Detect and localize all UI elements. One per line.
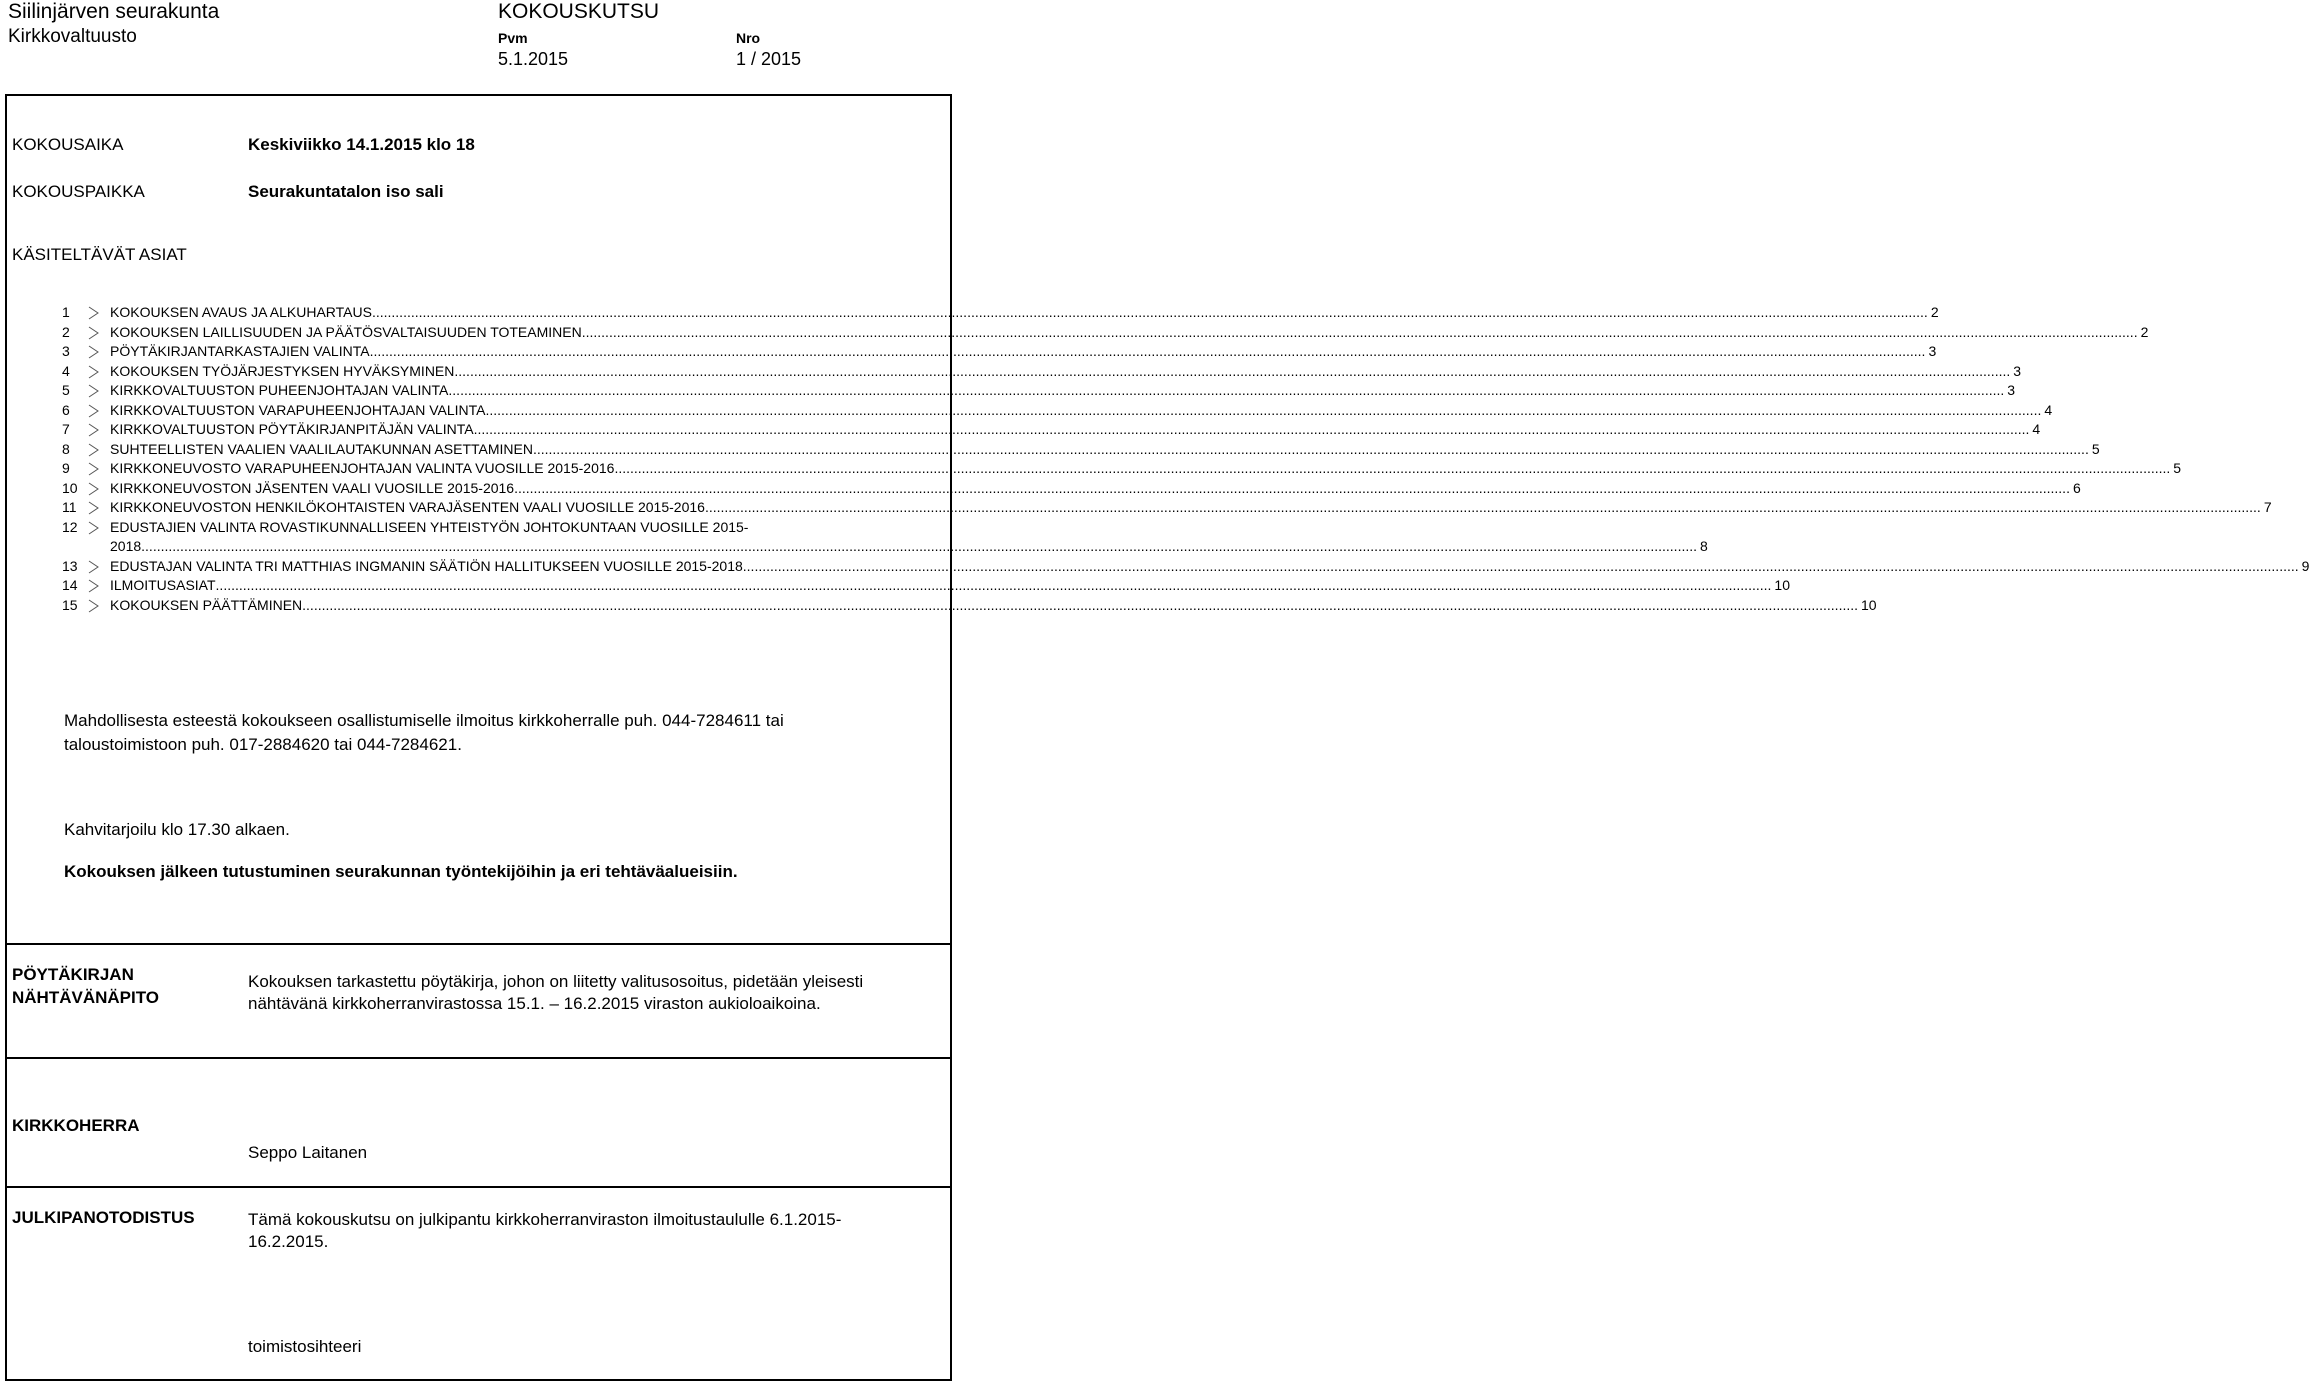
agenda-item-page: 6: [2072, 479, 2081, 496]
tab-arrow-icon: [87, 384, 101, 398]
agenda-item-page: 9: [2301, 557, 2309, 574]
agenda-item-page: 10: [1774, 577, 1790, 593]
agenda-item: [62, 596, 1877, 616]
agenda-item: [62, 303, 1939, 323]
agenda-item-number: 5: [62, 382, 70, 398]
agenda-item-title: 2018: [110, 538, 142, 554]
agenda-item-leader: ................................................................................................................................................................................................................................................................................................................................................................................................................: [742, 557, 2299, 574]
agenda-item-page: 4: [2044, 401, 2053, 418]
agenda-item-title: PÖYTÄKIRJANTARKASTAJIEN VALINTA: [110, 343, 370, 359]
tab-arrow-icon: [87, 306, 101, 320]
tab-arrow-icon: [87, 599, 101, 613]
agenda-item-leader: ................................................................................................................................................................................................................................................................................................................................................................................................................: [514, 479, 2070, 496]
tab-arrow-icon: [87, 443, 101, 457]
agenda-item-number: 2: [62, 323, 70, 340]
agenda-item: [62, 381, 2016, 401]
agenda-item-leader: ................................................................................................................................................................................................................................................................................................................................................................................................................: [454, 362, 2011, 379]
coffee-notice: Kahvitarjoilu klo 17.30 alkaen.: [64, 820, 290, 839]
agenda-item-title: KOKOUKSEN PÄÄTTÄMINEN: [110, 596, 303, 613]
agenda-item-title: EDUSTAJIEN VALINTA ROVASTIKUNNALLISEEN YHTEISTYÖN JOHTOKUNTAAN VUOSILLE 2015-: [110, 518, 749, 535]
agenda-item: [62, 401, 2053, 421]
section-divider: [5, 943, 952, 945]
tab-arrow-icon: [87, 462, 101, 476]
agenda-item: [62, 440, 2100, 460]
agenda-item-page: 5: [2173, 460, 2182, 476]
publication-label: JULKIPANOTODISTUS: [12, 1208, 195, 1227]
agenda-item-title: SUHTEELLISTEN VAALIEN VAALILAUTAKUNNAN ASETTAMINEN: [110, 440, 533, 457]
agenda-item-number: 7: [62, 421, 70, 437]
minutes-label-line-1: PÖYTÄKIRJAN: [12, 965, 134, 984]
agenda-item-title: KOKOUKSEN AVAUS JA ALKUHARTAUS: [110, 304, 372, 320]
agenda-item-page: 5: [2091, 440, 2100, 457]
agenda-item-number: 12: [62, 518, 78, 535]
meeting-time-value: Keskiviikko 14.1.2015 klo 18: [248, 135, 475, 154]
meeting-time-label: KOKOUSAIKA: [12, 135, 124, 154]
department-name: Kirkkovaltuusto: [8, 26, 137, 47]
minutes-text-line-2: nähtävänä kirkkoherranvirastossa 15.1. – 16.2.2015 viraston aukioloaikoina.: [248, 994, 821, 1013]
section-divider: [5, 1057, 952, 1059]
agenda-heading: KÄSITELTÄVÄT ASIAT: [12, 245, 187, 264]
agenda-item-leader: ................................................................................................................................................................................................................................................................................................................................................................................................................: [532, 440, 2089, 457]
agenda-item-number: 15: [62, 596, 78, 613]
agenda-item-number: 6: [62, 401, 70, 418]
agenda-item-leader: ................................................................................................................................................................................................................................................................................................................................................................................................................: [215, 577, 1772, 593]
agenda-item-page: 7: [2263, 499, 2272, 515]
agenda-item-title: KIRKKONEUVOSTON JÄSENTEN VAALI VUOSILLE 2015-2016: [110, 479, 515, 496]
tab-arrow-icon: [87, 501, 101, 515]
agenda-item-page: 3: [2007, 382, 2016, 398]
date-label: Pvm: [498, 30, 528, 46]
agenda-item: [62, 362, 2022, 382]
minutes-text-line-1: Kokouksen tarkastettu pöytäkirja, johon on liitetty valitusosoitus, pidetään yleisesti: [248, 972, 864, 991]
meeting-place-value: Seurakuntatalon iso sali: [248, 182, 444, 201]
agenda-item: [62, 576, 1790, 596]
agenda-item-page: 10: [1861, 596, 1877, 613]
date-value: 5.1.2015: [498, 49, 569, 69]
agenda-item-page: 2: [1930, 304, 1939, 320]
agenda-item-title: ILMOITUSASIAT: [110, 577, 216, 593]
meeting-place-label: KOKOUSPAIKKA: [12, 182, 145, 201]
vicar-label: KIRKKOHERRA: [12, 1116, 140, 1135]
agenda-item: [62, 479, 2081, 499]
publication-text-line-2: 16.2.2015.: [248, 1232, 329, 1251]
agenda-item-title: KOKOUKSEN TYÖJÄRJESTYKSEN HYVÄKSYMINEN: [110, 362, 455, 379]
agenda-item: [62, 342, 1937, 362]
agenda-item-leader: ................................................................................................................................................................................................................................................................................................................................................................................................................: [369, 343, 1926, 359]
tab-arrow-icon: [87, 345, 101, 359]
tab-arrow-icon: [87, 404, 101, 418]
tab-arrow-icon: [87, 326, 101, 340]
agenda-item: [62, 420, 2041, 440]
agenda-item-leader: ................................................................................................................................................................................................................................................................................................................................................................................................................: [704, 499, 2261, 515]
agenda-item: [62, 537, 1708, 557]
organization-name: Siilinjärven seurakunta: [8, 0, 220, 23]
agenda-item-leader: ................................................................................................................................................................................................................................................................................................................................................................................................................: [485, 401, 2042, 418]
vicar-name: Seppo Laitanen: [248, 1143, 368, 1162]
agenda-item: [62, 459, 2182, 479]
agenda-item-leader: ................................................................................................................................................................................................................................................................................................................................................................................................................: [448, 382, 2005, 398]
number-label: Nro: [736, 30, 761, 46]
document-type: KOKOUSKUTSU: [498, 0, 660, 23]
agenda-item: [62, 557, 2309, 577]
minutes-label-line-2: NÄHTÄVÄNÄPITO: [12, 988, 160, 1007]
number-value: 1 / 2015: [736, 49, 802, 69]
agenda-item-leader: ................................................................................................................................................................................................................................................................................................................................................................................................................: [473, 421, 2030, 437]
agenda-item-page: 3: [1928, 343, 1937, 359]
agenda-item: [62, 498, 2272, 518]
agenda-list: [62, 303, 2309, 615]
agenda-item-number: 1: [62, 304, 70, 320]
absence-notice-line-1: Mahdollisesta esteestä kokoukseen osallistumiselle ilmoitus kirkkoherralle puh. 044-7284611 tai: [64, 711, 784, 730]
agenda-item-leader: ................................................................................................................................................................................................................................................................................................................................................................................................................: [614, 460, 2171, 476]
agenda-item-title: KOKOUKSEN LAILLISUUDEN JA PÄÄTÖSVALTAISUUDEN TOTEAMINEN: [110, 323, 582, 340]
tab-arrow-icon: [87, 579, 101, 593]
tab-arrow-icon: [87, 423, 101, 437]
after-meeting-notice: Kokouksen jälkeen tutustuminen seurakunnan työntekijöihin ja eri tehtäväalueisiin.: [64, 862, 738, 881]
agenda-item-leader: ................................................................................................................................................................................................................................................................................................................................................................................................................: [581, 323, 2138, 340]
agenda-item-page: 3: [2013, 362, 2022, 379]
agenda-item-title: KIRKKONEUVOSTON HENKILÖKOHTAISTEN VARAJÄSENTEN VAALI VUOSILLE 2015-2016: [110, 499, 705, 515]
tab-arrow-icon: [87, 482, 101, 496]
agenda-item-page: 8: [1700, 538, 1708, 554]
tab-arrow-icon: [87, 560, 101, 574]
agenda-item: [62, 518, 914, 538]
agenda-item-title: KIRKKOVALTUUSTON PUHEENJOHTAJAN VALINTA: [110, 382, 449, 398]
agenda-item-number: 8: [62, 440, 70, 457]
agenda-item-number: 14: [62, 577, 78, 593]
agenda-item-number: 11: [62, 499, 77, 515]
section-divider: [5, 1186, 952, 1188]
agenda-item-leader: ................................................................................................................................................................................................................................................................................................................................................................................................................: [371, 304, 1928, 320]
agenda-item-number: 3: [62, 343, 70, 359]
agenda-item-number: 13: [62, 557, 78, 574]
tab-arrow-icon: [87, 365, 101, 379]
agenda-item-title: KIRKKONEUVOSTO VARAPUHEENJOHTAJAN VALINTA VUOSILLE 2015-2016: [110, 460, 615, 476]
publication-signer: toimistosihteeri: [248, 1337, 362, 1356]
absence-notice-line-2: taloustoimistoon puh. 017-2884620 tai 044-7284621.: [64, 735, 462, 754]
agenda-item-number: 9: [62, 460, 70, 476]
publication-text-line-1: Tämä kokouskutsu on julkipantu kirkkoherranviraston ilmoitustaululle 6.1.2015-: [248, 1210, 842, 1229]
agenda-item-title: EDUSTAJAN VALINTA TRI MATTHIAS INGMANIN SÄÄTIÖN HALLITUKSEEN VUOSILLE 2015-2018: [110, 557, 743, 574]
agenda-item: [62, 323, 2149, 343]
tab-arrow-icon: [87, 521, 101, 535]
agenda-item-number: 10: [62, 479, 78, 496]
agenda-item-leader: ................................................................................................................................................................................................................................................................................................................................................................................................................: [302, 596, 1859, 613]
agenda-item-number: 4: [62, 362, 70, 379]
agenda-item-page: 2: [2140, 323, 2149, 340]
agenda-item-leader: ................................................................................................................................................................................................................................................................................................................................................................................................................: [141, 538, 1698, 554]
agenda-item-title: KIRKKOVALTUUSTON VARAPUHEENJOHTAJAN VALINTA: [110, 401, 486, 418]
agenda-item-title: KIRKKOVALTUUSTON PÖYTÄKIRJANPITÄJÄN VALINTA: [110, 421, 474, 437]
agenda-item-page: 4: [2032, 421, 2041, 437]
